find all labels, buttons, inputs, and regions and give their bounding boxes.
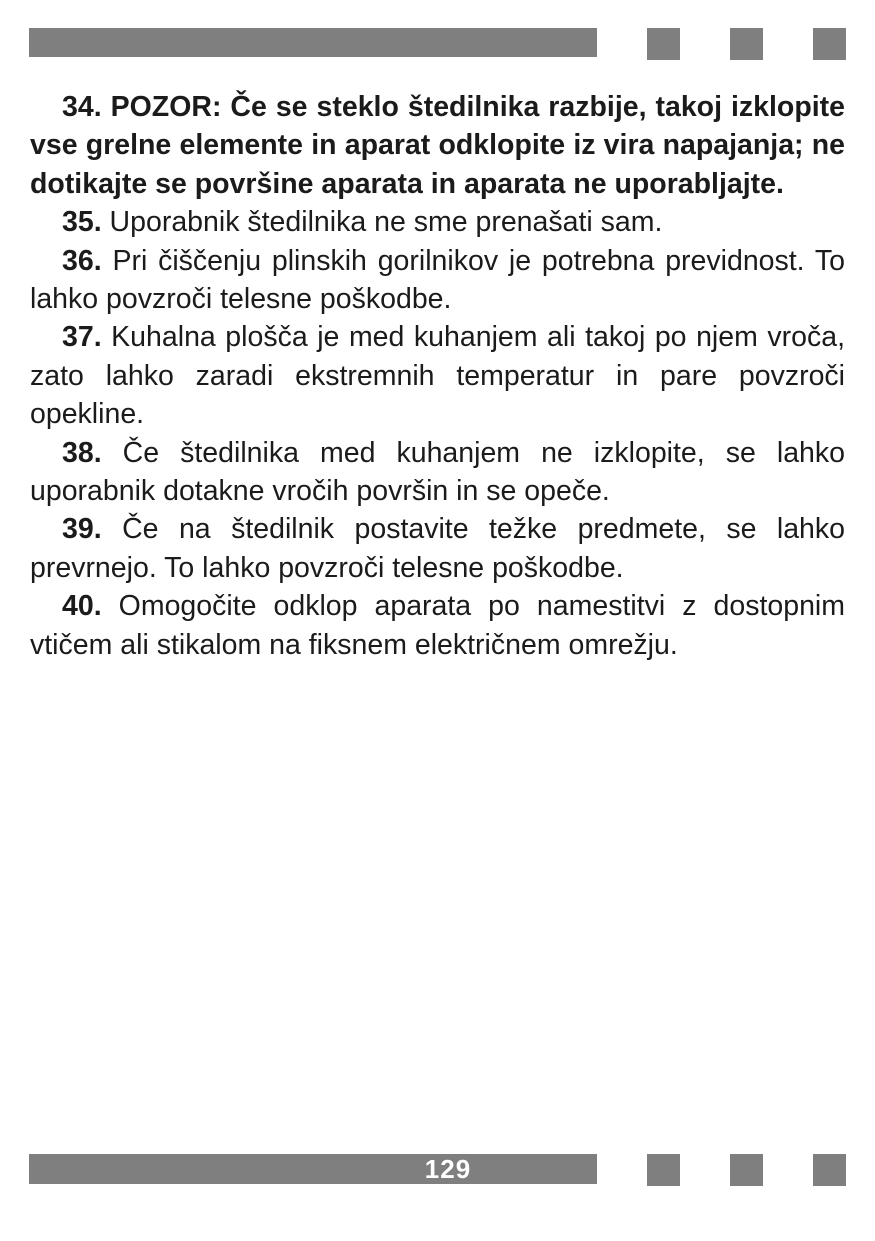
footer-square [730, 1154, 763, 1186]
header-bar [29, 28, 597, 57]
paragraph [30, 242, 845, 319]
paragraph-number: 34. [62, 91, 102, 123]
paragraph [30, 510, 845, 587]
paragraph-number: 40. [62, 590, 102, 623]
header-decoration [29, 28, 846, 60]
header-square [813, 28, 846, 60]
paragraph-number: 39. [62, 513, 102, 546]
paragraph-text: Uporabnik štedilnika ne sme prenašati sam. [109, 206, 663, 239]
page-number: 129 [424, 1154, 472, 1184]
paragraph [30, 434, 845, 511]
paragraph [30, 88, 845, 203]
footer-bar [29, 1154, 597, 1184]
paragraph-text: POZOR: Če se steklo štedilnika razbije, takoj izklopite vse grelne elemente in aparat odklopite iz vira napajanja; ne dotikajte se površine aparata in aparata ne uporabljajte. [30, 91, 845, 200]
paragraph-text: Če štedilnika med kuhanjem ne izklopite, se lahko uporabnik dotakne vročih površin in se opeče. [30, 436, 845, 508]
paragraph-text: Če na štedilnik postavite težke predmete, se lahko prevrnejo. To lahko povzroči telesne poškodbe. [30, 513, 845, 584]
footer-decoration [29, 1154, 846, 1186]
paragraph-number: 35. [62, 206, 102, 239]
header-square [730, 28, 763, 60]
paragraph-list [30, 88, 845, 664]
paragraph-number: 36. [62, 244, 102, 277]
footer-square [647, 1154, 680, 1186]
paragraph [30, 318, 845, 433]
footer-square [813, 1154, 846, 1186]
header-square [647, 28, 680, 60]
paragraph-number: 38. [62, 436, 102, 469]
paragraph-number: 37. [62, 321, 102, 354]
paragraph [30, 587, 845, 664]
paragraph-text: Pri čiščenju plinskih gorilnikov je potrebna previdnost. To lahko povzroči telesne poškodbe. [30, 244, 845, 316]
paragraph-text: Omogočite odklop aparata po namestitvi z dostopnim vtičem ali stikalom na fiksnem električnem omrežju. [30, 590, 845, 661]
paragraph [30, 203, 845, 241]
paragraph-text: Kuhalna plošča je med kuhanjem ali takoj po njem vroča, zato lahko zaradi ekstremnih temperatur in pare povzroči opekline. [30, 321, 845, 431]
